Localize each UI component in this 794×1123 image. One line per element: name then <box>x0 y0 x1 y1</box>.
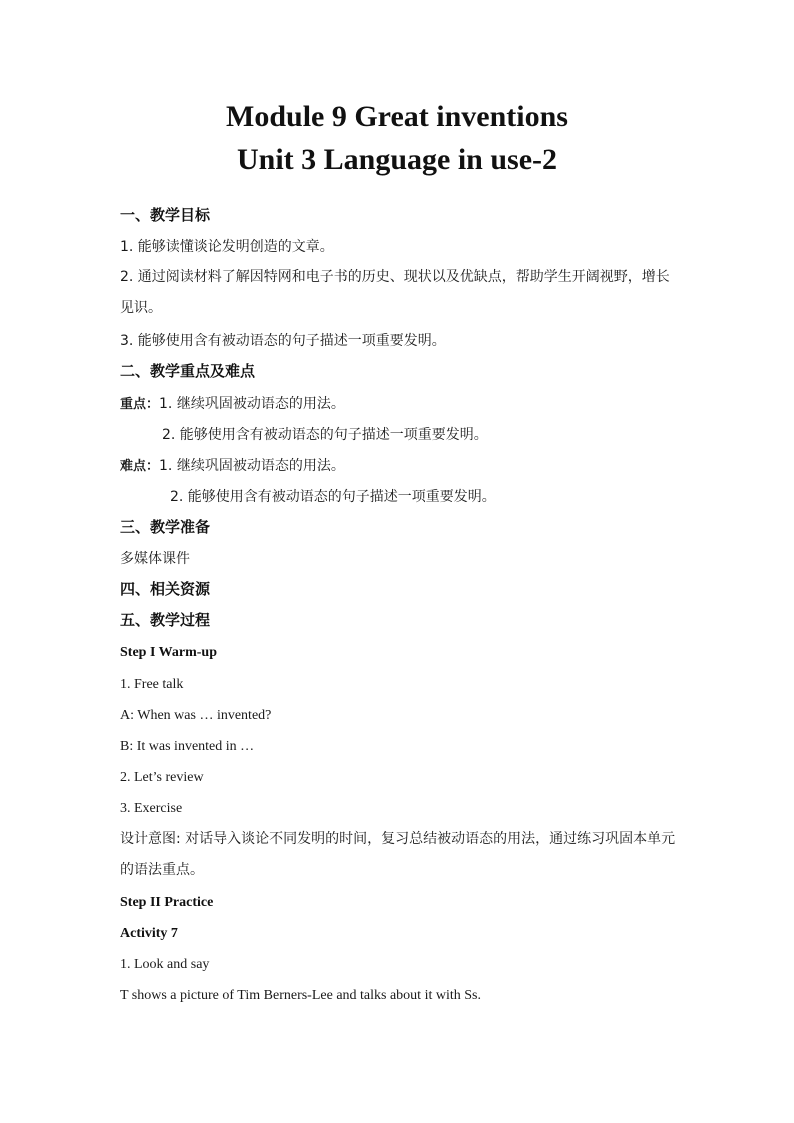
difficult-item-2: 2. 能够使用含有被动语态的句子描述一项重要发明。 <box>170 489 496 505</box>
difficult-label: 难点： <box>120 459 160 474</box>
step1-line-5: 3. Exercise <box>120 801 183 816</box>
key-item-2: 2. 能够使用含有被动语态的句子描述一项重要发明。 <box>162 427 488 443</box>
step1-design-note: 设计意图: 对话导入谈论不同发明的时间，复习总结被动语态的用法，通过练习巩固本单元的语法重点。 <box>120 831 676 878</box>
document-subtitle: Unit 3 Language in use-2 <box>236 143 558 176</box>
step2-line-2: T shows a picture of Tim Berners-Lee and talks about it with Ss. <box>120 988 481 1003</box>
section-heading-objectives: 一、教学目标 <box>120 206 211 224</box>
step2-activity: Activity 7 <box>120 926 178 941</box>
step1-line-3: B: It was invented in … <box>120 739 255 754</box>
step1-line-2: A: When was … invented? <box>120 708 272 723</box>
step1-title: Step I Warm-up <box>120 645 217 660</box>
objective-item-1: 1. 能够读懂谈论发明创造的文章。 <box>120 239 334 255</box>
section-heading-resources: 四、相关资源 <box>120 580 211 598</box>
step1-line-4: 2. Let’s review <box>120 770 204 785</box>
key-item-1: 1. 继续巩固被动语态的用法。 <box>159 396 345 412</box>
step1-line-1: 1. Free talk <box>120 677 184 692</box>
objective-item-3: 3. 能够使用含有被动语态的句子描述一项重要发明。 <box>120 333 446 349</box>
key-point-row-1 <box>120 395 345 414</box>
step2-title: Step II Practice <box>120 895 214 910</box>
difficult-point-row-1 <box>120 457 345 476</box>
key-label: 重点： <box>120 397 160 412</box>
section-heading-preparation: 三、教学准备 <box>120 518 211 536</box>
objective-item-2: 2. 通过阅读材料了解因特网和电子书的历史、现状以及优缺点，帮助学生开阔视野，增长见识。 <box>120 269 670 316</box>
step2-line-1: 1. Look and say <box>120 957 210 972</box>
section-heading-key-points: 二、教学重点及难点 <box>120 362 256 380</box>
preparation-text: 多媒体课件 <box>120 551 190 567</box>
section-heading-process: 五、教学过程 <box>120 611 211 629</box>
difficult-item-1: 1. 继续巩固被动语态的用法。 <box>159 458 345 474</box>
document-title: Module 9 Great inventions <box>226 100 568 133</box>
